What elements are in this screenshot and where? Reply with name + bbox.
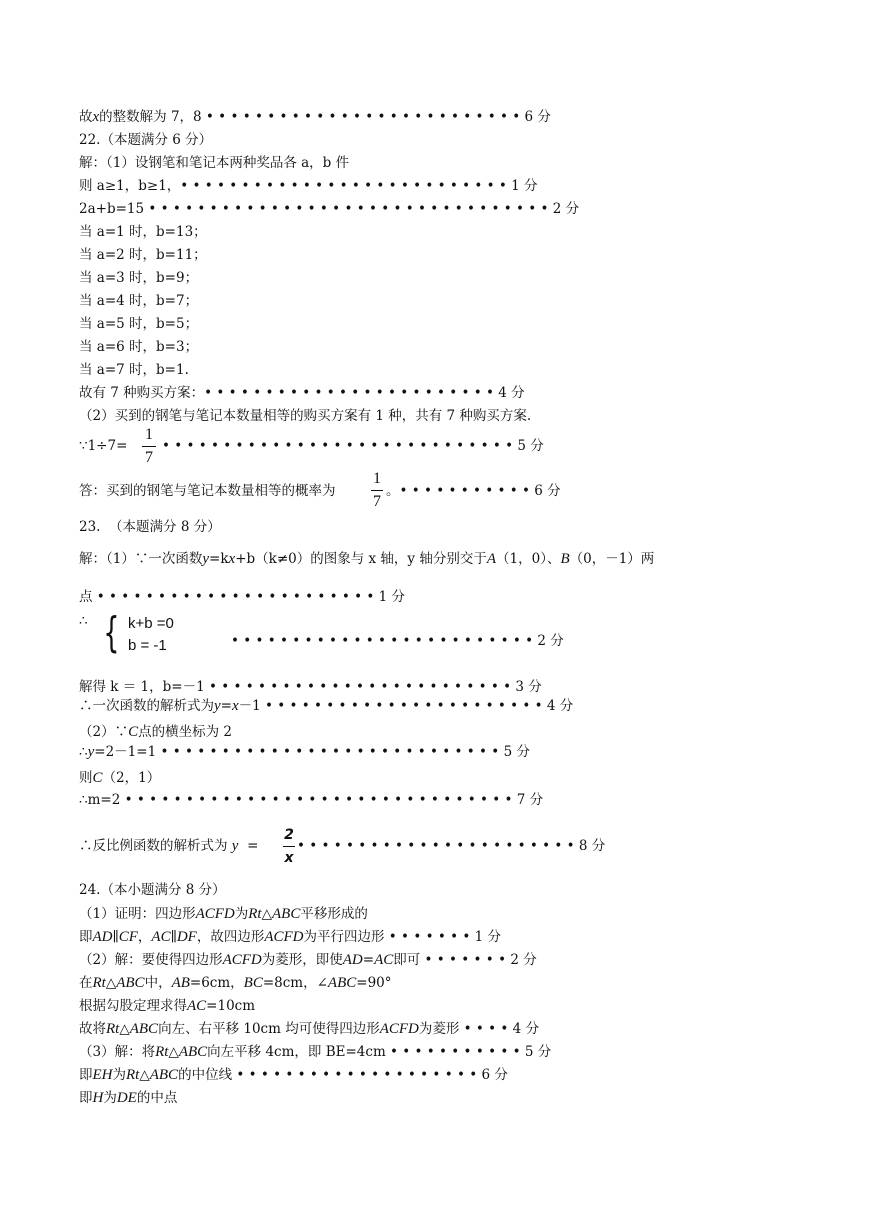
text-line: • • • • • • • • • • • • • • • • • • • • • • • • • 2 分 bbox=[231, 633, 564, 649]
text-segment: 为菱形 • • • • 4 分 bbox=[418, 1021, 540, 1037]
text-segment: = bbox=[362, 952, 375, 968]
text-segment: ∴一次函数的解析式为 bbox=[79, 698, 214, 714]
math-symbol: AD bbox=[342, 952, 363, 968]
text-segment: 的整数解为 7，8 • • • • • • • • • • • • • • • • • • • • • • • • • • 6 分 bbox=[99, 109, 551, 125]
math-symbol: ABC bbox=[178, 1044, 208, 1060]
text-segment: 故 bbox=[79, 109, 93, 125]
equation-system: k+b =0 b = -1 bbox=[128, 615, 174, 654]
text-segment: （2，1） bbox=[102, 770, 161, 786]
text-line: （2）买到的钢笔与笔记本数量相等的购买方案有 1 种，共有 7 种购买方案. bbox=[79, 408, 532, 424]
text-line: 当 a=3 时，b=9； bbox=[79, 270, 199, 286]
math-symbol: Rt bbox=[92, 975, 106, 991]
text-line: 。• • • • • • • • • • • 6 分 bbox=[386, 483, 561, 499]
text-segment: =2－1=1 • • • • • • • • • • • • • • • • • • • • • • • • • • • • 5 分 bbox=[94, 744, 530, 760]
text-segment: 1 bbox=[145, 426, 153, 443]
text-segment: 根据勾股定理求得 bbox=[79, 998, 187, 1014]
text-segment: 为 bbox=[234, 906, 249, 922]
text-line bbox=[79, 1089, 177, 1107]
math-symbol: ACFD bbox=[222, 952, 262, 968]
math-symbol: Rt bbox=[106, 1021, 120, 1037]
text-segment: =90° bbox=[356, 975, 392, 991]
text-segment: 2 bbox=[284, 827, 294, 843]
text-segment: 7 bbox=[145, 449, 153, 466]
text-segment: △ bbox=[261, 906, 272, 922]
text-line: 当 a=6 时，b=3； bbox=[79, 339, 199, 355]
math-symbol: x bbox=[231, 698, 239, 714]
text-line: 点 • • • • • • • • • • • • • • • • • • • • • • • 1 分 bbox=[79, 589, 406, 605]
text-line bbox=[79, 697, 573, 715]
text-line bbox=[79, 108, 551, 126]
text-line bbox=[79, 905, 368, 923]
text-segment: = bbox=[220, 698, 232, 714]
text-segment: =k bbox=[209, 551, 229, 567]
text-segment: （0，－1）两 bbox=[569, 551, 655, 567]
text-line: 当 a=7 时，b=1. bbox=[79, 362, 189, 378]
math-symbol: CF bbox=[118, 929, 138, 945]
text-line: 解：（1）设钢笔和笔记本两种奖品各 a，b 件 bbox=[79, 155, 350, 171]
math-symbol: Rt bbox=[126, 1067, 140, 1083]
text-line: 当 a=1 时，b=13； bbox=[79, 224, 207, 240]
text-segment: x bbox=[284, 850, 294, 866]
text-segment: ， bbox=[137, 929, 152, 945]
text-line bbox=[79, 837, 258, 855]
text-line bbox=[79, 997, 255, 1015]
text-segment: ∥ bbox=[112, 929, 119, 945]
text-line bbox=[79, 743, 530, 761]
text-line bbox=[79, 951, 537, 969]
text-line: ∴ bbox=[79, 613, 88, 629]
math-symbol: y bbox=[202, 551, 210, 567]
text-line bbox=[79, 550, 654, 568]
text-line: • • • • • • • • • • • • • • • • • • • • • • • • • • • • • 5 分 bbox=[162, 438, 544, 454]
text-segment: ∵1÷7= bbox=[79, 438, 128, 454]
math-symbol: C bbox=[128, 724, 139, 740]
section-heading-23: 23. （本题满分 8 分） bbox=[79, 519, 221, 535]
text-line bbox=[79, 769, 160, 787]
text-segment: 则 bbox=[79, 770, 93, 786]
text-line bbox=[79, 1043, 551, 1061]
math-symbol: AD bbox=[92, 929, 113, 945]
text-segment: （1，0）、 bbox=[496, 551, 561, 567]
text-line: 则 a≥1，b≥1，• • • • • • • • • • • • • • • • • • • • • • • • • • • 1 分 bbox=[79, 178, 538, 194]
math-symbol: Rt bbox=[155, 1044, 169, 1060]
math-symbol: ACFD bbox=[195, 906, 235, 922]
text-segment: 7 bbox=[373, 493, 381, 510]
text-segment: △ bbox=[168, 1044, 179, 1060]
text-segment: △ bbox=[105, 975, 117, 991]
text-segment: 为平行四边形 • • • • • • • 1 分 bbox=[303, 929, 501, 945]
text-segment: 即 bbox=[79, 1067, 93, 1083]
text-segment: －1 • • • • • • • • • • • • • • • • • • • • • • • 4 分 bbox=[238, 698, 574, 714]
math-symbol: EH bbox=[92, 1067, 113, 1083]
math-symbol: AB bbox=[171, 975, 190, 991]
text-segment: =6cm， bbox=[189, 975, 244, 991]
text-segment: （2）解：要使得四边形 bbox=[79, 952, 223, 968]
text-segment: （2）∵ bbox=[79, 724, 129, 740]
text-segment: ∥ bbox=[170, 929, 177, 945]
text-segment: 平移形成的 bbox=[300, 906, 368, 922]
math-symbol: ABC bbox=[327, 975, 357, 991]
text-line bbox=[79, 928, 501, 946]
text-segment: 点的横坐标为 2 bbox=[138, 724, 232, 740]
text-segment: 的中点 bbox=[136, 1090, 178, 1106]
math-symbol: AC bbox=[187, 998, 207, 1014]
math-symbol: ACFD bbox=[379, 1021, 419, 1037]
math-symbol: A bbox=[486, 551, 497, 567]
math-symbol: ABC bbox=[116, 975, 145, 991]
text-line bbox=[79, 974, 392, 992]
text-segment: =10cm bbox=[206, 998, 256, 1014]
math-symbol: C bbox=[92, 770, 103, 786]
text-line: • • • • • • • • • • • • • • • • • • • • • • • 8 分 bbox=[297, 838, 606, 854]
text-segment: 向左平移 4cm，即 BE=4cm • • • • • • • • • • • 5 分 bbox=[207, 1044, 552, 1060]
text-segment: △ bbox=[139, 1067, 150, 1083]
fraction-probability bbox=[371, 470, 383, 511]
text-segment: 在 bbox=[79, 975, 93, 991]
math-symbol: y bbox=[231, 838, 239, 854]
text-line: 2a+b=15 • • • • • • • • • • • • • • • • • • • • • • • • • • • • • • • • • 2 分 bbox=[79, 201, 580, 217]
text-segment: 的中位线 • • • • • • • • • • • • • • • • • • • • 6 分 bbox=[178, 1067, 508, 1083]
text-line bbox=[79, 723, 232, 741]
math-symbol: ABC bbox=[272, 906, 301, 922]
text-line: 故有 7 种购买方案：• • • • • • • • • • • • • • • • • • • • • • • • 4 分 bbox=[79, 385, 525, 401]
text-segment: △ bbox=[119, 1021, 130, 1037]
math-symbol: H bbox=[92, 1090, 104, 1106]
text-segment: 1 bbox=[373, 470, 381, 487]
text-segment: 为菱形，即使 bbox=[261, 952, 343, 968]
math-symbol: DE bbox=[116, 1090, 137, 1106]
math-symbol: Rt bbox=[248, 906, 262, 922]
section-heading-22: 22.（本题满分 6 分） bbox=[79, 132, 213, 148]
math-symbol: ACFD bbox=[264, 929, 304, 945]
math-symbol: AC bbox=[151, 929, 171, 945]
text-segment: （1）证明：四边形 bbox=[79, 906, 196, 922]
text-segment: 即 bbox=[79, 929, 93, 945]
text-line bbox=[79, 1020, 539, 1038]
text-segment: ∴ bbox=[79, 744, 88, 760]
text-line: ∴m=2 • • • • • • • • • • • • • • • • • • • • • • • • • • • • • • • • 7 分 bbox=[79, 792, 544, 808]
text-line: 解得 k ＝ 1，b=－1 • • • • • • • • • • • • • • • • • • • • • • • • • 3 分 bbox=[79, 679, 542, 695]
text-segment: 为 bbox=[112, 1067, 126, 1083]
text-line bbox=[79, 1066, 508, 1084]
text-segment: 即可 • • • • • • • 2 分 bbox=[393, 952, 537, 968]
math-symbol: B bbox=[560, 551, 570, 567]
brace-icon: { bbox=[103, 608, 120, 657]
text-line bbox=[79, 437, 127, 455]
text-segment: （3）解：将 bbox=[79, 1044, 156, 1060]
text-segment: 故将 bbox=[79, 1021, 106, 1037]
math-symbol: y bbox=[87, 744, 95, 760]
text-line: 当 a=5 时，b=5； bbox=[79, 316, 199, 332]
text-segment: = bbox=[247, 838, 259, 854]
math-symbol: x bbox=[228, 551, 236, 567]
text-line: 答：买到的钢笔与笔记本数量相等的概率为 bbox=[79, 483, 336, 499]
math-symbol: DF bbox=[176, 929, 197, 945]
text-segment: 解：（1）∵一次函数 bbox=[79, 551, 203, 567]
text-line: 当 a=2 时，b=11； bbox=[79, 247, 207, 263]
math-symbol: y bbox=[214, 698, 221, 714]
text-segment: 中， bbox=[144, 975, 172, 991]
text-segment: =8cm，∠ bbox=[262, 975, 328, 991]
text-segment: 向左、右平移 10cm 均可使得四边形 bbox=[158, 1021, 380, 1037]
fraction-one-seventh bbox=[142, 426, 156, 467]
text-segment: 为 bbox=[103, 1090, 117, 1106]
math-symbol: BC bbox=[243, 975, 263, 991]
math-symbol: ABC bbox=[129, 1021, 159, 1037]
text-line: 当 a=4 时，b=7； bbox=[79, 293, 199, 309]
math-symbol: ABC bbox=[149, 1067, 179, 1083]
math-symbol: AC bbox=[374, 952, 394, 968]
text-segment: ，故四边形 bbox=[196, 929, 265, 945]
fraction-two-over-x bbox=[283, 826, 295, 867]
text-segment: +b（k≠0）的图象与 x 轴，y 轴分别交于 bbox=[235, 551, 487, 567]
section-heading-24: 24.（本小题满分 8 分） bbox=[79, 882, 226, 898]
math-symbol: x bbox=[92, 109, 100, 125]
text-segment: 即 bbox=[79, 1090, 93, 1106]
text-segment: ∴反比例函数的解析式为 bbox=[79, 838, 228, 854]
